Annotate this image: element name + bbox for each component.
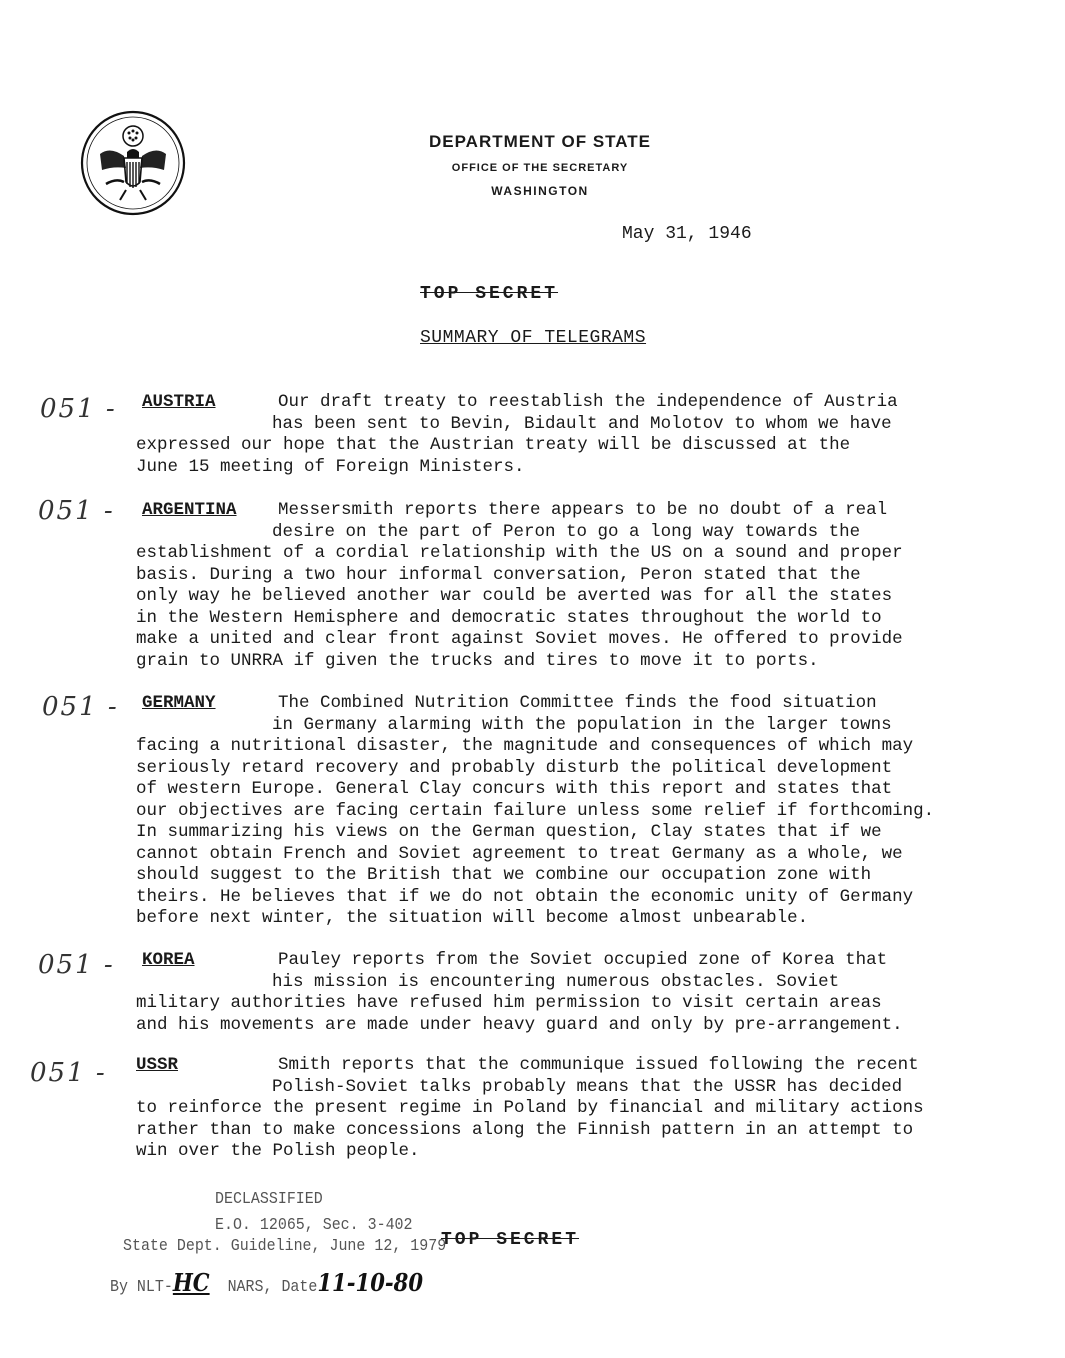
section-text-line: Polish-Soviet talks probably means that the USSR has decided bbox=[272, 1076, 903, 1097]
section-text-line: make a united and clear front against Soviet moves. He offered to provide bbox=[136, 629, 903, 649]
file-code-mark: 051 - bbox=[38, 950, 115, 980]
section-text-line: The Combined Nutrition Committee finds the food situation bbox=[278, 693, 877, 713]
section-text-line: establishment of a cordial relationship with the US on a sound and proper bbox=[136, 543, 903, 563]
section-text-line: Messersmith reports there appears to be no doubt of a real bbox=[278, 500, 888, 520]
department-name: DEPARTMENT OF STATE bbox=[428, 132, 652, 151]
declassification-stamp bbox=[215, 1187, 413, 1239]
section-text-line: and his movements are made under heavy guard and only by pre-arrangement. bbox=[136, 1014, 903, 1035]
section-text-line: of western Europe. General Clay concurs with this report and states that bbox=[136, 779, 893, 799]
section-text-line: rather than to make concessions along the Finnish pattern in an attempt to bbox=[136, 1119, 914, 1140]
by-label: By NLT- bbox=[110, 1278, 173, 1297]
section-heading: GERMANY bbox=[142, 693, 216, 713]
section-text-line: in Germany alarming with the population in the larger towns bbox=[272, 714, 892, 735]
nars-label: NARS, Date bbox=[227, 1278, 318, 1297]
section-text-line: in the Western Hemisphere and democratic states throughout the world to bbox=[136, 607, 882, 628]
executive-order: E.O. 12065, Sec. 3-402 bbox=[215, 1216, 413, 1235]
section-text-line: military authorities have refused him permission to visit certain areas bbox=[136, 993, 882, 1013]
section-text-line: grain to UNRRA if given the trucks and tires to move it to ports. bbox=[136, 650, 819, 671]
office-name: OFFICE OF THE SECRETARY bbox=[451, 162, 629, 174]
section-heading: USSR bbox=[136, 1055, 179, 1075]
section-text-line: basis. During a two hour informal conversation, Peron stated that the bbox=[136, 564, 861, 585]
handwritten-initials: HC bbox=[172, 1268, 210, 1297]
department-seal-eagle-icon bbox=[80, 110, 186, 216]
section-text-line: our objectives are facing certain failure unless some relief if forthcoming. bbox=[136, 800, 935, 821]
section-text-line: Pauley reports from the Soviet occupied zone of Korea that bbox=[278, 950, 888, 970]
section-text-line: facing a nutritional disaster, the magnitude and consequences of which may bbox=[136, 736, 914, 756]
section-text-line: desire on the part of Peron to go a long way towards the bbox=[272, 521, 861, 542]
section-text-line: cannot obtain French and Soviet agreement to treat Germany as a whole, we bbox=[136, 843, 903, 864]
section-heading: AUSTRIA bbox=[142, 392, 216, 412]
section-text-line: theirs. He believes that if we do not obtain the economic unity of Germany bbox=[136, 886, 914, 907]
classification-top: TOP SECRET bbox=[420, 284, 559, 304]
classification-bottom: TOP SECRET bbox=[441, 1230, 580, 1250]
file-code-mark: 051 - bbox=[42, 692, 119, 722]
section-text-line: to reinforce the present regime in Poland by financial and military actions bbox=[136, 1098, 924, 1118]
section-text-line: June 15 meeting of Foreign Ministers. bbox=[136, 456, 525, 477]
handwritten-date: 11-10-80 bbox=[317, 1268, 424, 1297]
section-text-line: expressed our hope that the Austrian treaty will be discussed at the bbox=[136, 435, 851, 455]
section-text-line: has been sent to Bevin, Bidault and Molotov to whom we have bbox=[272, 413, 892, 434]
section-text-line: win over the Polish people. bbox=[136, 1141, 420, 1161]
file-code-mark: 051 - bbox=[40, 394, 117, 424]
document-title: SUMMARY OF TELEGRAMS bbox=[420, 328, 647, 348]
declassification-byline bbox=[110, 1268, 423, 1297]
file-code-mark: 051 - bbox=[38, 496, 115, 526]
section-text-line: Smith reports that the communique issued following the recent bbox=[278, 1055, 919, 1075]
declassified-label: DECLASSIFIED bbox=[215, 1190, 323, 1209]
section-text-line: In summarizing his views on the German question, Clay states that if we bbox=[136, 822, 882, 842]
section-heading: KOREA bbox=[142, 950, 195, 970]
section-heading: ARGENTINA bbox=[142, 500, 237, 520]
document-date: May 31, 1946 bbox=[622, 224, 752, 244]
city-name: WASHINGTON bbox=[491, 184, 589, 198]
file-code-mark: 051 - bbox=[30, 1058, 107, 1088]
section-text-line: only way he believed another war could be averted was for all the states bbox=[136, 586, 893, 606]
section-text-line: should suggest to the British that we combine our occupation zone with bbox=[136, 865, 872, 885]
section-text-line: his mission is encountering numerous obstacles. Soviet bbox=[272, 971, 840, 992]
section-text-line: before next winter, the situation will become almost unbearable. bbox=[136, 908, 809, 928]
guideline-line: State Dept. Guideline, June 12, 1979 bbox=[123, 1237, 447, 1256]
section-text-line: seriously retard recovery and probably disturb the political development bbox=[136, 757, 893, 778]
section-text-line: Our draft treaty to reestablish the independence of Austria bbox=[278, 392, 898, 412]
